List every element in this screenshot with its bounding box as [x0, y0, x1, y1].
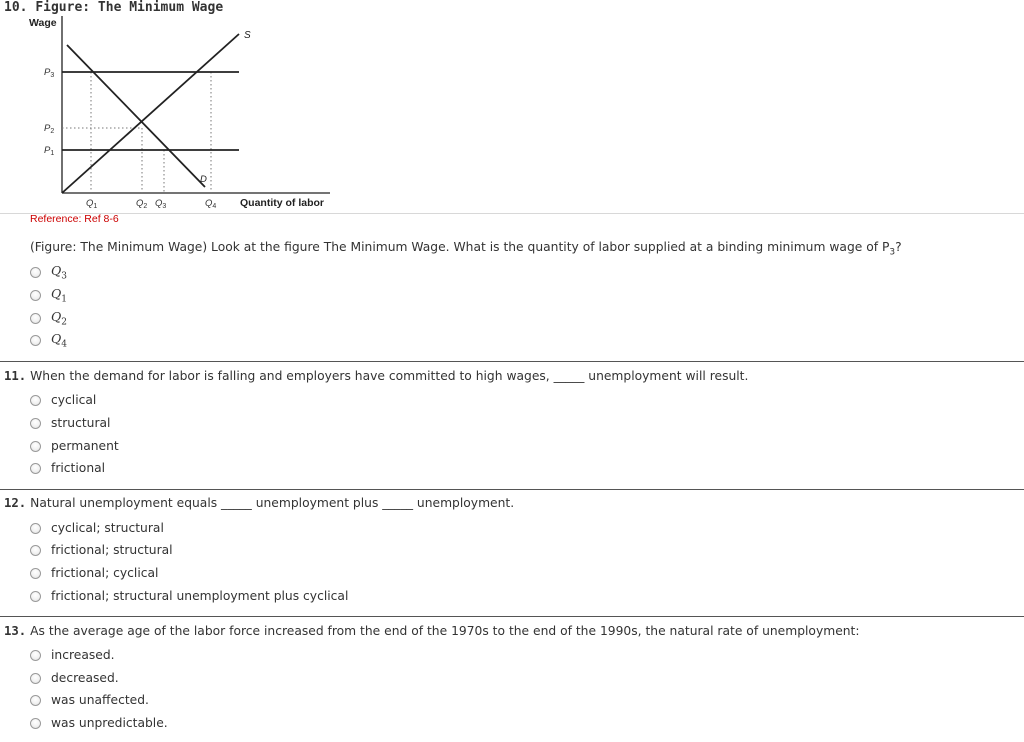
radio-button[interactable] — [30, 673, 41, 684]
question-divider — [0, 616, 1024, 617]
radio-button[interactable] — [30, 591, 41, 602]
minimum-wage-figure — [0, 0, 340, 215]
question-11-number: 11. — [4, 369, 27, 383]
option-label: was unpredictable. — [51, 716, 168, 730]
radio-button[interactable] — [30, 267, 41, 278]
x-tick-q2: $Q_2$ — [136, 198, 148, 210]
y-tick-p3: $P_3$ — [44, 67, 55, 79]
radio-button[interactable] — [30, 441, 41, 452]
radio-button[interactable] — [30, 568, 41, 579]
y-tick-p1: $P_1$ — [44, 145, 55, 157]
radio-button[interactable] — [30, 523, 41, 534]
option-label: $Q_2$ — [51, 308, 67, 328]
radio-button[interactable] — [30, 695, 41, 706]
option-label: frictional; structural unemployment plus cyclical — [51, 589, 349, 603]
question-divider — [0, 489, 1024, 490]
radio-button[interactable] — [30, 395, 41, 406]
option-label: structural — [51, 416, 111, 430]
q13-option-3[interactable] — [30, 691, 149, 709]
option-label: frictional — [51, 461, 106, 475]
option-label: $Q_3$ — [51, 262, 67, 282]
reference-divider — [0, 213, 1024, 214]
radio-button[interactable] — [30, 418, 41, 429]
demand-curve — [67, 45, 205, 187]
q12-option-4[interactable] — [30, 587, 348, 605]
q12-option-3[interactable] — [30, 564, 158, 582]
question-13-number: 13. — [4, 624, 27, 638]
q12-option-1[interactable] — [30, 519, 164, 537]
x-tick-q4: $Q_4$ — [205, 198, 217, 210]
option-label: $Q_1$ — [51, 285, 67, 305]
radio-button[interactable] — [30, 650, 41, 661]
x-axis-label: Quantity of labor — [240, 197, 324, 209]
x-tick-q3: $Q_3$ — [155, 198, 167, 210]
radio-button[interactable] — [30, 290, 41, 301]
y-axis-label: Wage — [29, 17, 57, 29]
option-label: was unaffected. — [51, 693, 149, 707]
question-10-text: (Figure: The Minimum Wage) Look at the figure The Minimum Wage. What is the quantity of labor supplied at a binding minimum wage of $P_3$? — [30, 240, 902, 258]
demand-label: D — [200, 174, 207, 185]
radio-button[interactable] — [30, 335, 41, 346]
reference-note: Reference: Ref 8-6 — [30, 213, 119, 225]
option-label: frictional; structural — [51, 543, 173, 557]
question-12-text: 12. Natural unemployment equals _____ unemployment plus _____ unemployment. — [4, 496, 515, 510]
radio-button[interactable] — [30, 545, 41, 556]
q11-option-4[interactable] — [30, 459, 105, 477]
option-label: decreased. — [51, 671, 119, 685]
question-13-text: 13. As the average age of the labor force increased from the end of the 1970s to the end of the 1990s, the natural rate of unemployment: — [4, 624, 860, 638]
option-label: $Q_4$ — [51, 330, 67, 350]
q13-option-4[interactable] — [30, 714, 168, 732]
q13-option-1[interactable] — [30, 646, 115, 664]
q10-option-3[interactable] — [30, 309, 67, 327]
option-label: increased. — [51, 648, 115, 662]
q10-option-2[interactable] — [30, 286, 67, 304]
radio-button[interactable] — [30, 313, 41, 324]
figure-title: Figure: The Minimum Wage — [35, 0, 224, 15]
option-label: frictional; cyclical — [51, 566, 159, 580]
x-tick-q1: $Q_1$ — [86, 198, 98, 210]
radio-button[interactable] — [30, 718, 41, 729]
question-divider — [0, 361, 1024, 362]
radio-button[interactable] — [30, 463, 41, 474]
question-11-text: 11. When the demand for labor is falling and employers have committed to high wages, _____ unemployment will result. — [4, 369, 749, 383]
option-label: cyclical; structural — [51, 521, 164, 535]
q10-option-1[interactable] — [30, 263, 67, 281]
question-12-number: 12. — [4, 496, 27, 510]
supply-curve — [62, 34, 239, 193]
q11-option-3[interactable] — [30, 437, 119, 455]
question-10-number: 10. — [4, 0, 28, 15]
q11-option-2[interactable] — [30, 414, 110, 432]
supply-label: S — [244, 30, 251, 41]
q11-option-1[interactable] — [30, 391, 96, 409]
q10-option-4[interactable] — [30, 331, 67, 349]
q12-option-2[interactable] — [30, 541, 173, 559]
option-label: permanent — [51, 439, 119, 453]
q13-option-2[interactable] — [30, 669, 119, 687]
option-label: cyclical — [51, 393, 97, 407]
y-tick-p2: $P_2$ — [44, 123, 55, 135]
